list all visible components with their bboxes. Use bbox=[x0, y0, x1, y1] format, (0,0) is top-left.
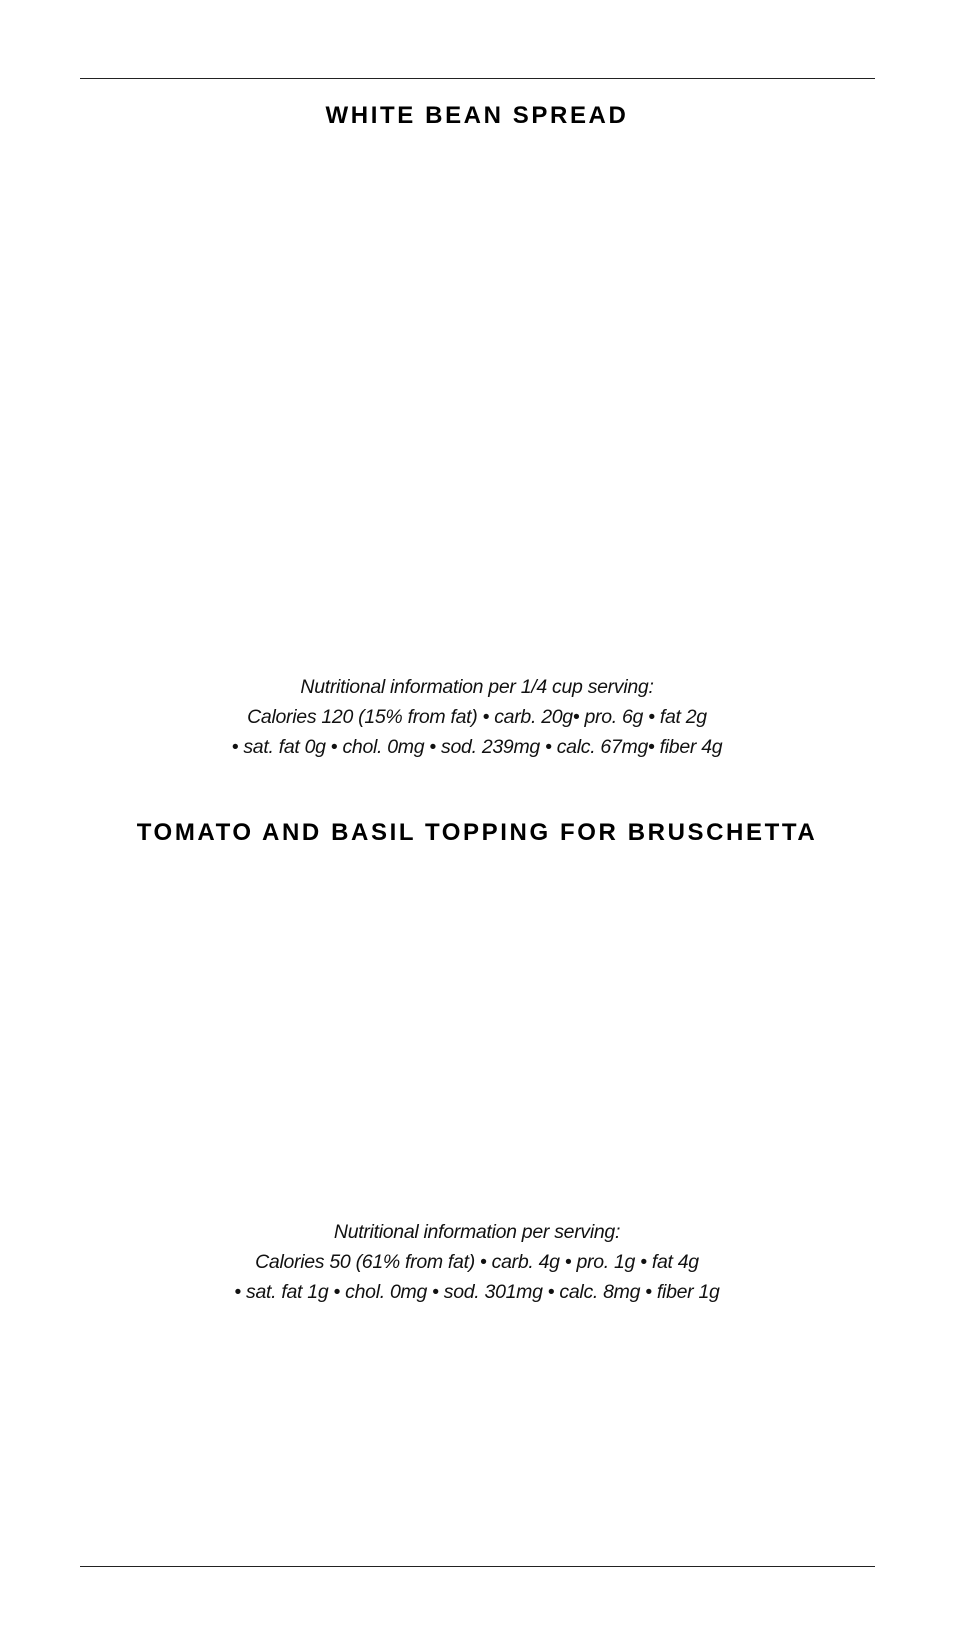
nutrition-values-line: Calories 120 (15% from fat) • carb. 20g• pro. 6g • fat 2g bbox=[247, 706, 707, 728]
nutrition-values-line: Calories 50 (61% from fat) • carb. 4g • pro. 1g • fat 4g bbox=[255, 1251, 699, 1273]
nutrition-values-line: • sat. fat 1g • chol. 0mg • sod. 301mg • calc. 8mg • fiber 1g bbox=[234, 1281, 720, 1303]
top-rule bbox=[80, 78, 875, 79]
nutrition-intro: Nutritional information per serving: bbox=[333, 1221, 621, 1243]
nutrition-intro: Nutritional information per 1/4 cup serving: bbox=[300, 676, 654, 698]
bottom-rule bbox=[80, 1566, 875, 1567]
nutrition-values-line: • sat. fat 0g • chol. 0mg • sod. 239mg • calc. 67mg• fiber 4g bbox=[231, 736, 723, 758]
recipe-title-white-bean-spread: WHITE BEAN SPREAD bbox=[325, 102, 629, 129]
nutrition-info-white-bean-spread bbox=[0, 672, 954, 762]
nutrition-info-tomato-basil-topping bbox=[0, 1217, 954, 1307]
recipe-title-tomato-basil-topping: TOMATO AND BASIL TOPPING FOR BRUSCHETTA bbox=[136, 819, 818, 846]
